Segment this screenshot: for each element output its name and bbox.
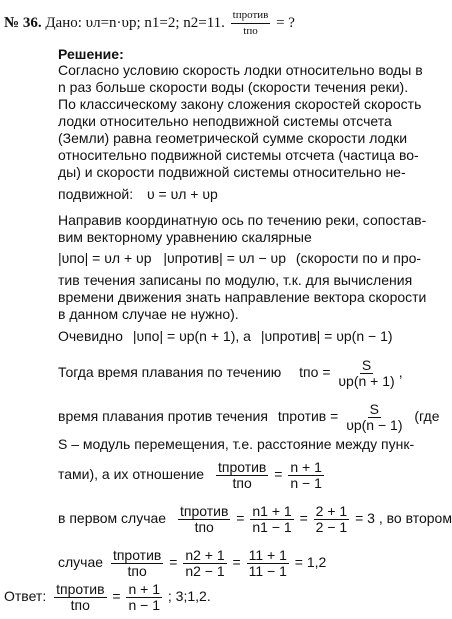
case2-t-num: tпротив [112, 547, 162, 563]
case2-t-fraction [111, 548, 163, 579]
p1-line-4: лодки относительно неподвижной системы отсчета [58, 113, 392, 129]
p1-line-7: ды) и скорости подвижной системы относительно не- [58, 164, 406, 180]
obvious-lead: Очевидно [58, 328, 123, 344]
p3-line-1: тив течения записаны по модулю, т.к. для вычисления [58, 272, 413, 288]
case2-lead: случае [58, 554, 104, 571]
answer-t-den: tпо [70, 597, 90, 613]
problem-header [4, 8, 295, 39]
answer-lead: Ответ: [4, 588, 47, 605]
problem-number: № 36. [4, 14, 42, 31]
s-definition: S – модуль перемещения, т.е. расстояние между пунк- [58, 436, 415, 452]
answer-n-fraction [126, 582, 162, 613]
p3-line-3: в данном случае не нужно). [58, 306, 239, 322]
solution-heading: Решение: [58, 46, 124, 62]
ratio-numerator: tпротив [231, 8, 271, 24]
t-pr-num: S [369, 401, 380, 417]
time-against-tail: (где [414, 408, 440, 425]
time-pr-line: время плавания против течения tпротив = $\frac{S}{\upsilon р(n - 1)}$ (где [58, 401, 440, 433]
p1-line-3: По классическому закону сложения скоростей скорость [58, 96, 422, 112]
ratio-tail: = ? [276, 14, 295, 31]
scalar-equations [58, 250, 421, 266]
p1-line-2: n раз больше скорости воды (скорости течения реки). [58, 79, 409, 95]
ratio-n-num: n + 1 [290, 459, 322, 475]
p2-line-2: вим векторному уравнению скалярные [58, 229, 312, 245]
p1-line-5: (Земли) равна геометрической сумме скорости лодки [58, 130, 408, 146]
t-pr-den: υр(n − 1) [346, 417, 403, 433]
vector-equation: υ = υл + υр [146, 186, 218, 202]
case2-b-fraction [247, 548, 289, 579]
answer-t-fraction [54, 582, 106, 613]
ratio-t-den: tпо [232, 475, 252, 491]
case2-b-num: 11 + 1 [248, 547, 287, 563]
case2-b-den: 11 − 1 [248, 563, 287, 579]
case1-result: = 3 , во втором [355, 510, 452, 527]
answer-n-den: n − 1 [128, 597, 161, 613]
ratio-t-fraction [216, 460, 268, 491]
answer-t-num: tпротив [56, 581, 105, 597]
eq-note: (скорости по и про- [295, 250, 422, 266]
time-po-line: Тогда время плавания по течению tпо = $\frac{S}{\upsilon р(n + 1)}$ , [58, 357, 403, 389]
ratio-line: тами), а их отношение $\frac{\text{tпротив}}{\text{tпо}}$ = $\frac{n + 1}{n - 1}$ [58, 459, 322, 491]
p1-last: подвижной: [58, 186, 134, 202]
case2-a-num: n2 + 1 [185, 547, 225, 563]
case1-t-den: tпо [194, 519, 214, 535]
case2-a-fraction [183, 548, 226, 579]
answer-line: Ответ: $\frac{\text{tпротив}}{\text{tпо}}$ = $\frac{n + 1}{n - 1}$ ; 3;1,2. [4, 581, 211, 613]
ratio-fraction [231, 8, 271, 39]
case2-t-den: tпо [127, 563, 147, 579]
ratio-denominator: tпо [243, 25, 258, 37]
case1-lead: в первом случае [58, 510, 167, 527]
ratio-n-den: n − 1 [290, 475, 322, 491]
t-po-num: S [361, 357, 372, 373]
time-against-lead: время плавания против течения [58, 408, 268, 425]
p3-line-2: времени движения знать направление вектора скорости [58, 289, 427, 305]
answer-tail: ; 3;1,2. [167, 588, 211, 605]
case2-line: случае $\frac{\text{tпротив}}{\text{tпо}}$ = $\frac{n2 + 1}{n2 - 1}$ = $\frac{11 + 1}{11 - 1}$ = 1,2 [58, 547, 327, 579]
answer-n-num: n + 1 [128, 581, 161, 597]
time-lead: Тогда время плавания по течению [58, 364, 282, 381]
case1-t-fraction [178, 504, 230, 535]
case1-a-den: n1 − 1 [252, 519, 292, 535]
ratio-t-num: tпротив [217, 459, 267, 475]
given-text: Дано: υл=n·υр; n1=2; n2=11. [45, 14, 225, 31]
p1-line-6: относительно подвижной системы отсчета (частица во- [58, 147, 419, 163]
case1-line: в первом случае $\frac{\text{tпротив}}{\text{tпо}}$ = $\frac{n1 + 1}{n1 - 1}$ = $\frac{2 + 1}{2 - 1}$ = 3 , во втором [58, 503, 452, 535]
p1-line-1: Согласно условию скорость лодки относительно воды в [58, 62, 423, 78]
case1-a-num: n1 + 1 [252, 503, 292, 519]
case1-t-num: tпротив [180, 503, 229, 519]
case1-b-fraction [314, 504, 350, 535]
eq-protiv: |υпротив| = υл − υр [163, 250, 286, 266]
ratio-lead: тами), а их отношение [58, 466, 205, 483]
t-pr-fraction [344, 402, 404, 433]
obvious-eq-1: |υпо| = υр(n + 1) [132, 328, 236, 344]
p2-line-1: Направив координатную ось по течению реки, сопостав- [58, 212, 427, 228]
obvious-eq-2: |υпротив| = υр(n − 1) [260, 328, 393, 344]
p1-line-8 [58, 186, 218, 202]
case2-result: = 1,2 [294, 554, 327, 571]
eq-po: |υпо| = υл + υр [58, 250, 152, 266]
t-po-label: tпо [299, 364, 319, 381]
t-pr-label: tпротив [277, 408, 327, 425]
case1-b-den: 2 − 1 [315, 519, 348, 535]
obvious-line [58, 328, 393, 344]
case2-a-den: n2 − 1 [185, 563, 225, 579]
case1-b-num: 2 + 1 [315, 503, 348, 519]
case1-a-fraction [250, 504, 293, 535]
t-po-den: υр(n + 1) [338, 373, 395, 389]
t-po-fraction [336, 358, 396, 389]
obvious-mid: , а [235, 328, 251, 344]
ratio-n-fraction [288, 460, 324, 491]
